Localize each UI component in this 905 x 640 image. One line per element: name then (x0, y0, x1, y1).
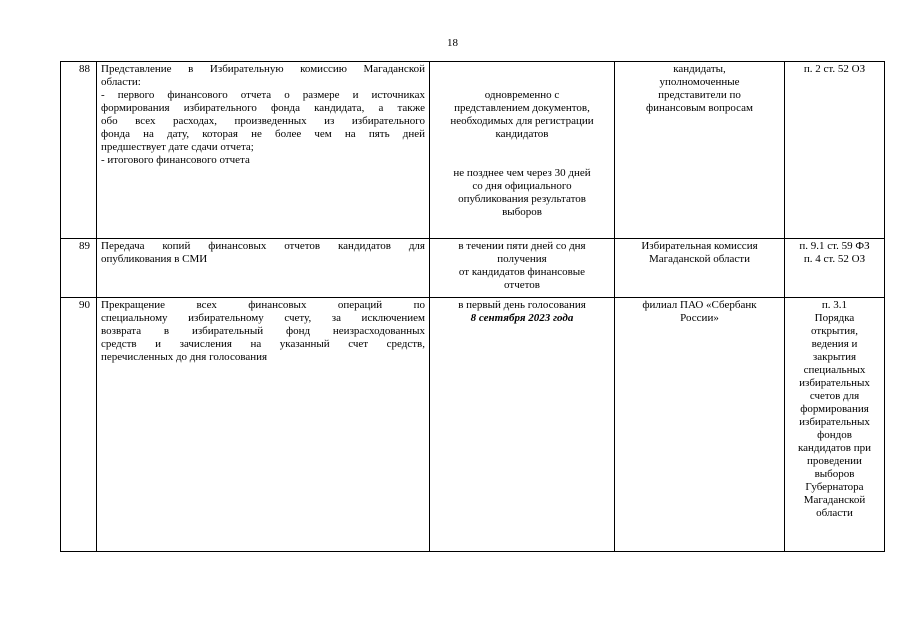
event-line: Прекращение всех финансовых операций по (101, 299, 425, 311)
basis-cell (785, 298, 885, 552)
row-number: 88 (61, 62, 97, 239)
basis-line: избирательных (799, 416, 870, 428)
basis-line: открытия, (811, 325, 858, 337)
event-line: обо всех расходах, произведенных из избирательного (101, 115, 425, 127)
executor-line: Магаданской области (649, 253, 750, 265)
deadline-cell (430, 239, 615, 298)
executor-line: представители по (658, 89, 741, 101)
basis-cell (785, 62, 885, 239)
schedule-table (60, 61, 885, 552)
executor-cell (615, 62, 785, 239)
basis-line: ведения и (811, 338, 858, 350)
executor-line: кандидаты, (673, 63, 726, 75)
event-cell (97, 298, 430, 552)
deadline-line: необходимых для регистрации (450, 115, 594, 127)
table-row-88 (61, 62, 885, 239)
basis-line: п. 2 ст. 52 ОЗ (803, 63, 866, 75)
executor-line: России» (680, 312, 719, 324)
table-row-90 (61, 298, 885, 552)
event-line: Представление в Избирательную комиссию Магаданской (101, 63, 425, 75)
basis-line: Порядка (814, 312, 855, 324)
deadline-line: в течении пяти дней со дня (458, 240, 586, 252)
event-line: специальному избирательному счету, за исключением (101, 312, 425, 324)
deadline-line: представлением документов, (454, 102, 590, 114)
basis-line: выборов (814, 468, 855, 480)
deadline-line: кандидатов (495, 128, 549, 140)
event-line: формирования избирательного фонда кандидата, а также (101, 102, 425, 114)
basis-line: кандидатов при (797, 442, 871, 454)
event-line: Передача копий финансовых отчетов кандидатов для (101, 240, 425, 252)
executor-line: финансовым вопросам (646, 102, 753, 114)
executor-line: Избирательная комиссия (641, 240, 758, 252)
deadline-line: одновременно с (484, 89, 560, 101)
event-line: фонда на дату, которая не более чем на пять дней (101, 128, 425, 140)
deadline-line: в первый день голосования (458, 299, 586, 311)
event-cell (97, 62, 430, 239)
deadline-line: выборов (502, 206, 542, 218)
basis-line: счетов для (809, 390, 860, 402)
event-line: - первого финансового отчета о размере и источниках (101, 89, 425, 101)
basis-line: п. 9.1 ст. 59 ФЗ (799, 240, 870, 252)
basis-line: закрытия (812, 351, 857, 363)
election-date: 8 сентября 2023 года (470, 312, 574, 324)
basis-cell (785, 239, 885, 298)
basis-line: специальных (803, 364, 866, 376)
basis-line: фондов (817, 429, 852, 441)
row-number: 89 (61, 239, 97, 298)
table-row-89 (61, 239, 885, 298)
executor-line: уполномоченные (659, 76, 740, 88)
deadline-line: не позднее чем через 30 дней (453, 167, 591, 179)
row-number: 90 (61, 298, 97, 552)
event-line: перечисленных до дня голосования (101, 351, 268, 363)
basis-line: Губернатора (805, 481, 864, 493)
page-number: 18 (447, 37, 458, 49)
basis-line: п. 3.1 (821, 299, 848, 311)
basis-line: избирательных (799, 377, 870, 389)
deadline-line: получения (497, 253, 547, 265)
deadline-line: отчетов (504, 279, 540, 291)
basis-line: формирования (800, 403, 869, 415)
deadline-line: со дня официального (472, 180, 572, 192)
executor-cell (615, 239, 785, 298)
event-line: предшествует дате сдачи отчета; (101, 141, 254, 153)
basis-line: Магаданской (803, 494, 866, 506)
deadline-cell (430, 298, 615, 552)
event-line: - итогового финансового отчета (101, 154, 250, 166)
event-line: возврата в избирательный фонд неизрасходованных (101, 325, 425, 337)
event-line: опубликования в СМИ (101, 253, 208, 265)
executor-cell (615, 298, 785, 552)
basis-line: п. 4 ст. 52 ОЗ (803, 253, 866, 265)
event-line: области: (101, 76, 141, 88)
basis-line: области (816, 507, 853, 519)
executor-line: филиал ПАО «Сбербанк (642, 299, 757, 311)
basis-line: проведении (807, 455, 862, 467)
event-line: средств и зачисления на указанный счет средств, (101, 338, 425, 350)
event-cell (97, 239, 430, 298)
deadline-line: опубликования результатов (458, 193, 586, 205)
deadline-line: от кандидатов финансовые (458, 266, 586, 278)
deadline-cell (430, 62, 615, 239)
